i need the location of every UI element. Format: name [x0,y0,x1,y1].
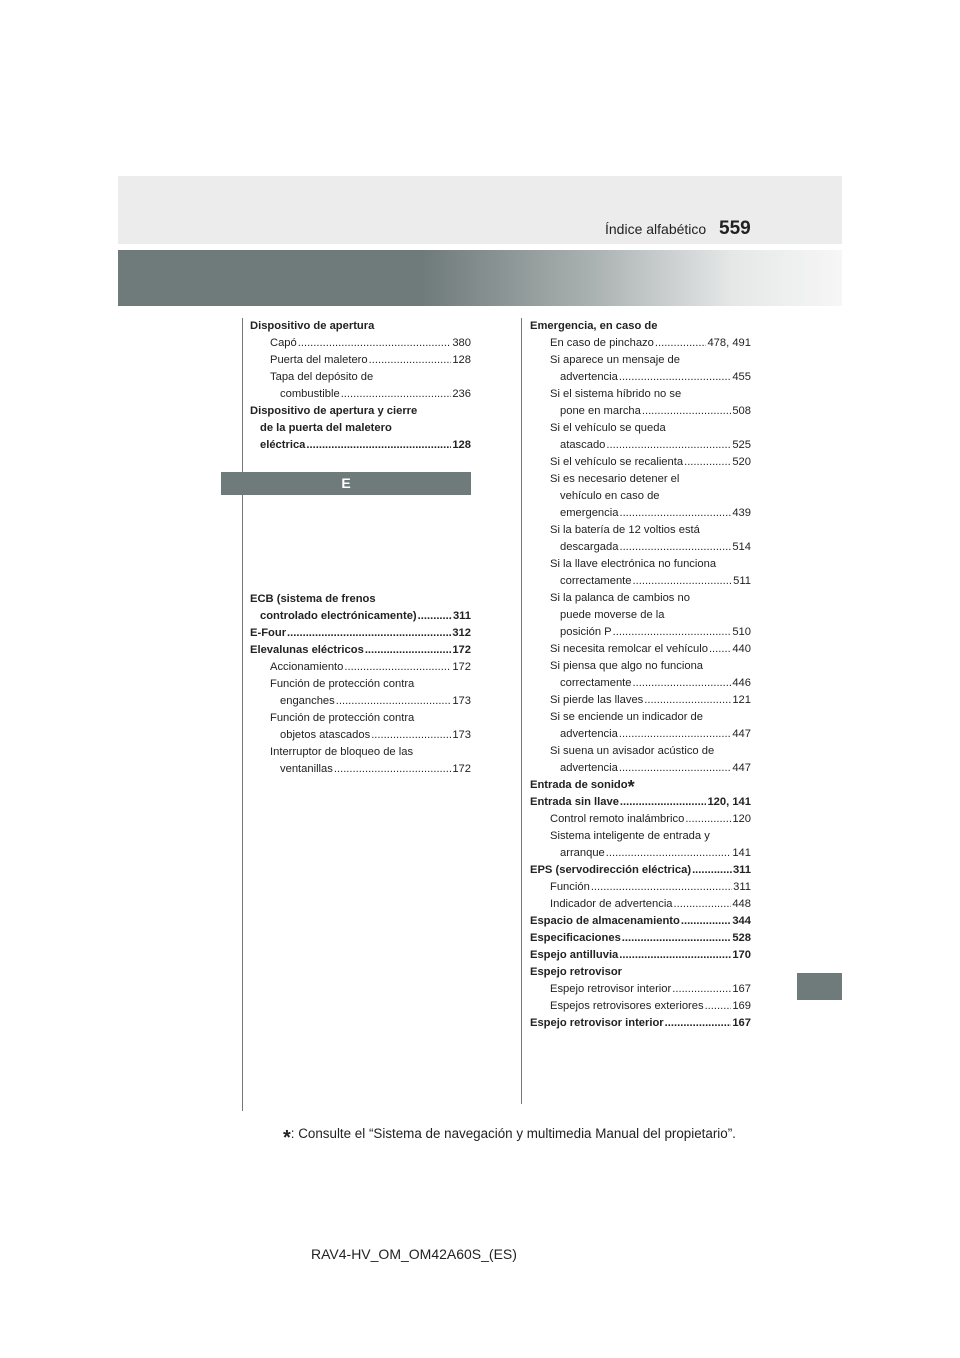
entry-term: Si el vehículo se queda [550,422,666,434]
section-title: Índice alfabético [605,221,707,237]
entry-term: advertencia [560,762,618,774]
dot-leader [371,727,451,744]
index-entry [530,488,751,505]
dot-leader [287,625,451,642]
entry-term: Espacio de almacenamiento [530,915,680,927]
entry-term: ECB (sistema de frenos [250,593,376,605]
index-entry [530,556,751,573]
index-entry [530,539,751,556]
index-entry [250,642,471,659]
index-entry [530,913,751,930]
dot-leader [369,352,452,369]
entry-page: 169 [732,1000,751,1012]
entry-page: 311 [733,881,751,893]
index-column-left [250,318,471,778]
index-entry [530,726,751,743]
dot-leader [344,659,451,676]
entry-term: Entrada de sonido [530,779,628,791]
index-entry [250,403,471,420]
index-entry [250,591,471,608]
footnote-asterisk: * [283,1127,291,1149]
index-entry [530,352,751,369]
entry-term: Interruptor de bloqueo de las [270,746,414,758]
entry-page: 447 [732,728,751,740]
dot-leader [418,608,452,625]
index-entry [530,760,751,777]
index-entry [250,744,471,761]
entry-term: Si piensa que algo no funciona [550,660,704,672]
index-entry [250,693,471,710]
page-number: 559 [719,218,751,239]
dot-leader [619,947,731,964]
index-entry [530,879,751,896]
entry-term: posición P [560,626,612,638]
entry-term: Espejos retrovisores exteriores [550,1000,704,1012]
dot-leader [633,573,733,590]
entry-term: arranque [560,847,605,859]
dot-leader [306,437,451,454]
footnote-text: : Consulte el “Sistema de navegación y multimedia Manual del propietario”. [290,1126,736,1141]
index-entry [250,420,471,437]
entry-page: 173 [452,695,471,707]
entry-term: objetos atascados [280,729,371,741]
entry-page: 478, 491 [707,337,751,349]
entry-term: combustible [280,388,340,400]
entry-page: 167 [732,1017,751,1029]
dot-leader [606,845,732,862]
dot-leader [298,335,452,352]
index-entry [530,709,751,726]
index-entry [530,386,751,403]
entry-term: Si pierde las llaves [550,694,644,706]
index-entry [530,981,751,998]
entry-term: Espejo retrovisor interior [550,983,672,995]
index-entry [250,727,471,744]
index-entry [530,624,751,641]
dot-leader [365,642,452,659]
index-entry [530,335,751,352]
index-entry [530,811,751,828]
entry-term: Entrada sin llave [530,796,619,808]
dot-leader [674,896,732,913]
entry-term: Puerta del maletero [270,354,368,366]
index-entry [530,318,751,335]
index-entry [250,318,471,335]
index-entry [530,743,751,760]
entry-term: Elevalunas eléctricos [250,644,364,656]
entry-term: Si la batería de 12 voltios está [550,524,700,536]
entry-term: Si necesita remolcar el vehículo [550,643,708,655]
entry-page: 311 [732,864,751,876]
entry-term: Si el sistema híbrido no se [550,388,682,400]
entry-term: Si aparece un mensaje de [550,354,680,366]
dot-leader [619,369,731,386]
dot-leader [655,335,707,352]
index-entry [530,403,751,420]
entry-page: 236 [452,388,471,400]
entry-term: Dispositivo de apertura [250,320,375,332]
entry-page: 312 [452,627,471,639]
index-entry [530,845,751,862]
dot-leader [591,879,732,896]
side-thumb-tab [797,973,842,1000]
entry-term: advertencia [560,728,618,740]
entry-page: 173 [452,729,471,741]
dot-leader [684,454,731,471]
entry-term: Función [550,881,590,893]
dot-leader [619,760,731,777]
entry-page: 172 [452,763,471,775]
entry-term: puede moverse de la [560,609,665,621]
entry-term: Si es necesario detener el [550,473,680,485]
index-entry [530,471,751,488]
entry-term: emergencia [560,507,619,519]
entry-term: Espejo antilluvia [530,949,619,961]
dot-leader [681,913,731,930]
index-entry [530,675,751,692]
entry-page: 440 [732,643,751,655]
index-entry [530,641,751,658]
index-entry [530,522,751,539]
entry-term: Accionamiento [270,661,344,673]
entry-page: 120, 141 [707,796,751,808]
index-entry [530,896,751,913]
index-entry [250,710,471,727]
index-entry [250,608,471,625]
dot-leader [336,693,452,710]
index-entry [250,625,471,642]
entry-page: 344 [732,915,751,927]
index-group-e [250,591,471,778]
index-group-e-continued [530,318,751,1032]
entry-page: 514 [732,541,751,553]
index-entry [530,777,751,794]
letter-heading-e: E [221,472,471,495]
index-entry [530,998,751,1015]
index-entry [530,964,751,981]
entry-term: Si la palanca de cambios no [550,592,690,604]
entry-term: Espejo retrovisor interior [530,1017,664,1029]
column-divider-left [242,318,243,1111]
index-entry [530,505,751,522]
index-group-d [250,318,471,454]
entry-page: 448 [732,898,751,910]
footnote-marker: * [627,777,635,794]
dot-leader [672,981,731,998]
entry-term: Si la llave electrónica no funciona [550,558,717,570]
entry-page: 380 [452,337,471,349]
entry-page: 447 [732,762,751,774]
entry-term: descargada [560,541,619,553]
entry-page: 525 [732,439,751,451]
entry-page: 311 [452,610,471,622]
entry-page: 120 [732,813,751,825]
entry-page: 172 [452,661,471,673]
entry-term: controlado electrónicamente) [260,610,417,622]
index-entry [530,828,751,845]
dot-leader [334,761,451,778]
entry-term: EPS (servodirección eléctrica) [530,864,692,876]
entry-term: Si el vehículo se recalienta [550,456,684,468]
entry-term: ventanillas [280,763,333,775]
dot-leader [619,505,731,522]
entry-term: de la puerta del maletero [260,422,392,434]
entry-term: Sistema inteligente de entrada y [550,830,710,842]
index-entry [250,335,471,352]
index-entry [530,658,751,675]
entry-term: Especificaciones [530,932,621,944]
dot-leader [622,930,732,947]
entry-term: atascado [560,439,606,451]
entry-term: enganches [280,695,335,707]
entry-term: E-Four [250,627,287,639]
index-entry [250,352,471,369]
entry-page: 167 [732,983,751,995]
entry-page: 446 [732,677,751,689]
index-entry [530,607,751,624]
dot-leader [341,386,452,403]
dot-leader [619,726,731,743]
index-entry [530,1015,751,1032]
entry-page: 508 [732,405,751,417]
entry-term: Función de protección contra [270,712,415,724]
index-entry [530,437,751,454]
entry-term: Espejo retrovisor [530,966,623,978]
dot-leader [642,403,731,420]
dot-leader [620,794,707,811]
dot-leader [709,641,731,658]
dot-leader [705,998,732,1015]
entry-page: 520 [732,456,751,468]
index-entry [530,369,751,386]
entry-page: 128 [452,354,471,366]
entry-term: vehículo en caso de [560,490,660,502]
dot-leader [644,692,731,709]
entry-page: 121 [732,694,751,706]
dot-leader [613,624,732,641]
index-entry [530,590,751,607]
index-entry [250,437,471,454]
entry-page: 439 [732,507,751,519]
index-entry [530,947,751,964]
entry-term: correctamente [560,575,632,587]
entry-term: Si se enciende un indicador de [550,711,704,723]
entry-term: advertencia [560,371,618,383]
entry-term: Si suena un avisador acústico de [550,745,715,757]
entry-page: 455 [732,371,751,383]
entry-page: 128 [452,439,471,451]
entry-term: Emergencia, en caso de [530,320,658,332]
entry-page: 170 [732,949,751,961]
index-entry [530,420,751,437]
entry-term: En caso de pinchazo [550,337,654,349]
index-entry [250,676,471,693]
entry-page: 141 [732,847,751,859]
dot-leader [665,1015,732,1032]
index-entry [530,862,751,879]
entry-term: Control remoto inalámbrico [550,813,685,825]
index-entry [250,369,471,386]
index-entry [530,573,751,590]
entry-term: Indicador de advertencia [550,898,673,910]
entry-page: 172 [452,644,471,656]
dot-leader [633,675,732,692]
footnote [283,1126,736,1149]
entry-term: pone en marcha [560,405,641,417]
entry-term: Función de protección contra [270,678,415,690]
entry-term: correctamente [560,677,632,689]
index-entry [530,454,751,471]
index-entry [250,386,471,403]
entry-term: Dispositivo de apertura y cierre [250,405,418,417]
index-entry [530,930,751,947]
dot-leader [685,811,731,828]
index-entry [530,692,751,709]
dot-leader [692,862,732,879]
entry-page: 528 [732,932,751,944]
entry-term: eléctrica [260,439,306,451]
entry-term: Capó [270,337,297,349]
column-divider-middle [521,318,522,1104]
index-entry [530,794,751,811]
index-entry [250,659,471,676]
entry-term: Tapa del depósito de [270,371,374,383]
entry-page: 510 [732,626,751,638]
document-code: RAV4-HV_OM_OM42A60S_(ES) [311,1246,517,1262]
dot-leader [606,437,731,454]
index-entry [250,761,471,778]
header-gradient-band [118,250,842,306]
index-column-right [530,318,751,1032]
entry-page: 511 [733,575,751,587]
dot-leader [619,539,731,556]
